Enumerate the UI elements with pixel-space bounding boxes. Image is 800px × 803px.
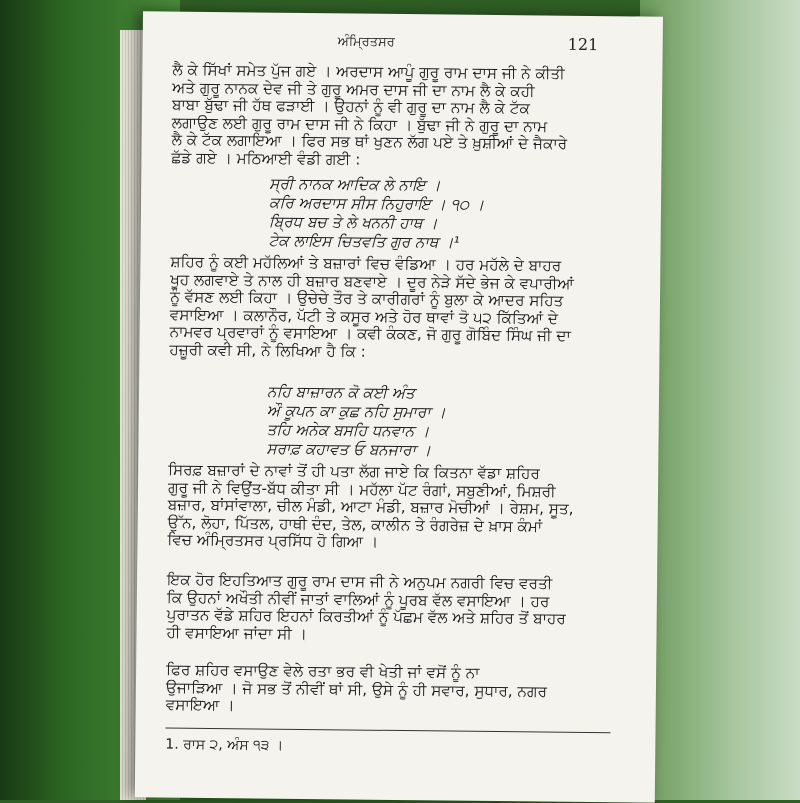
text-line: ਖੂਹ ਲਗਵਾਏ ਤੇ ਨਾਲ ਹੀ ਬਜ਼ਾਰ ਬਣਵਾਏ । ਦੂਰ ਨੇੜੇ ਸੱਦੇ ਭੇਜ ਕੇ ਵਪਾਰੀਆਂ — [170, 270, 575, 293]
text-line: ਹਜ਼ੂਰੀ ਕਵੀ ਸੀ, ਨੇ ਲਿਖਿਆ ਹੈ ਕਿ : — [169, 340, 366, 361]
paragraph-2 — [169, 254, 640, 364]
text-line: ਸ਼ਹਿਰ ਨੂੰ ਕਈ ਮਹੱਲਿਆਂ ਤੇ ਬਜ਼ਾਰਾਂ ਵਿਚ ਵੰਡਿਆ । ਹਰ ਮਹੱਲੇ ਦੇ ਬਾਹਰ — [170, 252, 562, 275]
text-line: ਵਿਚ ਅੰਮ੍ਰਿਤਸਰ ਪ੍ਰਸਿੱਧ ਹੋ ਗਿਆ । — [167, 530, 379, 552]
text-line: ਲੈ ਕੇ ਟੱਕ ਲਗਾਇਆ । ਫਿਰ ਸਭ ਥਾਂ ਖੁਣਨ ਲੱਗ ਪਏ ਤੇ ਖ਼ੁਸ਼ੀਆਂ ਦੇ ਜੈਕਾਰੇ — [171, 130, 568, 154]
text-line: ਕਿ ਉਹਨਾਂ ਅਖੌਤੀ ਨੀਵੀਂ ਜਾਤਾਂ ਵਾਲਿਆਂ ਨੂੰ ਪੂਰਬ ਵੱਲ ਵਸਾਇਆ । ਹਰ — [166, 588, 550, 611]
running-header-title: ਅੰਮ੍ਰਿਤਸਰ — [337, 34, 395, 50]
footnote-divider — [166, 728, 611, 734]
text-line: ਲਗਾਉਣ ਲਈ ਗੁਰੂ ਰਾਮ ਦਾਸ ਜੀ ਨੇ ਕਿਹਾ । ਬੁੱਢਾ ਜੀ ਨੇ ਗੁਰੂ ਦਾ ਨਾਮ — [171, 113, 548, 136]
verse-block-2 — [266, 383, 446, 461]
verse-line: ਟੇਕ ਲਾਇਸ ਚਿਤਵਤਿ ਗੁਰ ਨਾਥ ।¹ — [268, 231, 460, 252]
paragraph-3 — [167, 462, 638, 555]
verse-line: ਸ੍ਰੀ ਨਾਨਕ ਆਦਿਕ ਲੇ ਨਾਇ । — [269, 174, 441, 195]
verse-line: ਬ੍ਰਿਧ ਬਚ ਤੇ ਲੇ ਖਨਨੀ ਹਾਥ । — [268, 212, 438, 233]
paragraph-4 — [166, 572, 637, 647]
paragraph-1 — [171, 62, 642, 172]
text-line: ਬਾਬਾ ਬੁੱਢਾ ਜੀ ਹੱਥ ਫੜਾਈ । ਉਹਨਾਂ ਨੂੰ ਵੀ ਗੁਰੂ ਦਾ ਨਾਮ ਲੈ ਕੇ ਟੱਕ — [171, 95, 531, 118]
page-number: 121 — [567, 34, 599, 55]
text-line: ਪੁਰਾਤਨ ਵੱਡੇ ਸ਼ਹਿਰ ਇਹਨਾਂ ਕਿਰਤੀਆਂ ਨੂੰ ਪੱਛਮ ਵੱਲ ਅਤੇ ਸ਼ਹਿਰ ਤੋਂ ਬਾਹਰ — [166, 605, 566, 628]
text-line: ਗੁਰੂ ਜੀ ਨੇ ਵਿਉਂਤ-ਬੱਧ ਕੀਤਾ ਸੀ । ਮਹੱਲਾ ਪੱਟ ਰੰਗਾਂ, ਸਬੁਣੀਆਂ, ਮਿਸ਼ਰੀ — [167, 478, 556, 501]
verse-line: ਸਰਾਫ਼ ਕਹਾਵਤ ਓ ਬਨਜਾਰਾ । — [266, 439, 432, 460]
footnote: 1. ਰਾਸ ੨, ਅੰਸ ੧੩ । — [165, 736, 284, 754]
verse-line: ਤਹਿ ਅਨੇਕ ਬਸਹਿ ਧਨਵਾਨ । — [266, 420, 430, 441]
background-foliage-right — [640, 0, 800, 800]
text-line: ਇਕ ਹੋਰ ਇਹਤਿਆਤ ਗੁਰੂ ਰਾਮ ਦਾਸ ਜੀ ਨੇ ਅਨੁਪਮ ਨਗਰੀ ਵਿਚ ਵਰਤੀ — [166, 570, 553, 593]
text-line: ਨਾਮਵਰ ਪ੍ਰਵਾਰਾਂ ਨੂੰ ਵਸਾਇਆ । ਕਵੀ ਕੰਕਣ, ਜੋ ਗੁਰੂ ਗੋਬਿੰਦ ਸਿੰਘ ਜੀ ਦਾ — [169, 322, 571, 346]
verse-line: ਔ ਕੂਪਨ ਕਾ ਕੁਛ ਨਹਿ ਸੁਮਾਰਾ । — [266, 401, 446, 422]
text-line: ਬਜ਼ਾਰ, ਬਾਂਸਾਂਵਾਲਾ, ਚੀਲ ਮੰਡੀ, ਆਟਾ ਮੰਡੀ, ਬਜ਼ਾਰ ਮੋਚੀਆਂ । ਰੇਸ਼ਮ, ਸੂਤ, — [167, 495, 574, 518]
text-line: ਉੱਨ, ਲੋਹਾ, ਪਿੱਤਲ, ਹਾਥੀ ਦੰਦ, ਤੇਲ, ਕਾਲੀਨ ਤੇ ਰੰਗਰੇਜ਼ ਦੇ ਖ਼ਾਸ ਕੰਮਾਂ — [167, 513, 543, 536]
text-line: ਹੀ ਵਸਾਇਆ ਜਾਂਦਾ ਸੀ । — [166, 623, 308, 643]
paragraph-5 — [166, 662, 637, 720]
text-line: ਲੈ ਕੇ ਸਿੱਖਾਂ ਸਮੇਤ ਪੁੱਜ ਗਏ । ਅਰਦਾਸ ਆਪੂੰ ਗੁਰੂ ਰਾਮ ਦਾਸ ਜੀ ਨੇ ਕੀਤੀ — [172, 60, 565, 83]
text-line: ਸਿਰਫ਼ ਬਜ਼ਾਰਾਂ ਦੇ ਨਾਵਾਂ ਤੋਂ ਹੀ ਪਤਾ ਲੱਗ ਜਾਏ ਕਿ ਕਿਤਨਾ ਵੱਡਾ ਸ਼ਹਿਰ — [168, 460, 540, 483]
book-page — [135, 11, 663, 802]
verse-line: ਕਰਿ ਅਰਦਾਸ ਸੀਸ ਨਿਹੁਰਾਇ । ੧੦ । — [268, 193, 485, 214]
verse-block-1 — [269, 175, 485, 253]
text-line: ਫਿਰ ਸ਼ਹਿਰ ਵਸਾਉਣ ਵੇਲੇ ਰਤਾ ਭਰ ਵੀ ਖੇਤੀ ਜਾਂ ਵਸੋਂ ਨੂੰ ਨਾ — [166, 660, 480, 682]
text-line: ਨੂੰ ਵੱਸਣ ਲਈ ਕਿਹਾ । ਉਚੇਚੇ ਤੌਰ ਤੇ ਕਾਰੀਗਰਾਂ ਨੂੰ ਬੁਲਾ ਕੇ ਆਦਰ ਸਹਿਤ — [169, 287, 564, 310]
text-line: ਅਤੇ ਗੁਰੂ ਨਾਨਕ ਦੇਵ ਜੀ ਤੇ ਗੁਰੂ ਅਮਰ ਦਾਸ ਜੀ ਦਾ ਨਾਮ ਲੈ ਕੇ ਕਹੀ — [172, 78, 535, 100]
text-line: ਉਜਾੜਿਆ । ਜੋ ਸਭ ਤੋਂ ਨੀਵੀਂ ਥਾਂ ਸੀ, ਉਸੇ ਨੂੰ ਹੀ ਸਵਾਰ, ਸੁਧਾਰ, ਨਗਰ — [165, 678, 548, 701]
text-line: ਵਸਾਇਆ । ਕਲਾਨੌਰ, ਪੱਟੀ ਤੇ ਕਸੂਰ ਅਤੇ ਹੋਰ ਥਾਵਾਂ ਤੋ ੫੨ ਕਿੱਤਿਆਂ ਦੇ — [169, 305, 559, 328]
text-line: ਛੱਡੇ ਗਏ । ਮਠਿਆਈ ਵੰਡੀ ਗਈ : — [171, 148, 361, 169]
verse-line: ਨਹਿ ਬਾਜ਼ਾਰਨ ਕੋ ਕਈ ਅੰਤ — [266, 382, 415, 403]
text-line: ਵਸਾਇਆ । — [165, 695, 235, 715]
